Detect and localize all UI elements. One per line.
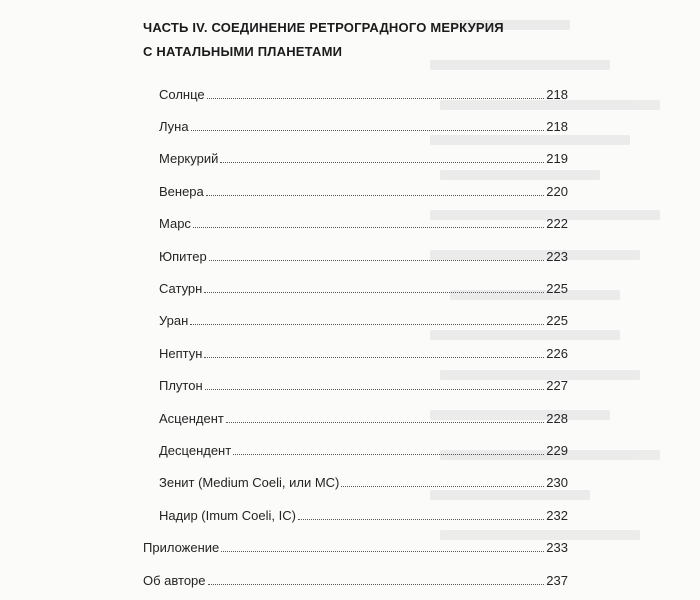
part-title-line-2: С НАТАЛЬНЫМИ ПЛАНЕТАМИ [143,44,343,59]
toc-entry-saturn[interactable] [143,272,568,304]
toc-entry-page: 233 [546,540,568,556]
toc-entry-label: Плутон [159,378,203,394]
toc-entry-page: 225 [546,313,568,329]
toc-entry-mercury[interactable] [143,143,568,175]
dot-leader [207,98,545,99]
part-title-line-1: ЧАСТЬ IV. СОЕДИНЕНИЕ РЕТРОГРАДНОГО МЕРКУРИЯ [143,20,504,35]
dot-leader [341,486,544,487]
toc-entry-page: 230 [546,475,568,491]
part-heading [143,16,568,64]
toc-entry-page: 219 [546,151,568,167]
toc-entry-label: Зенит (Medium Coeli, или MC) [159,475,340,491]
dot-leader [190,324,544,325]
dot-leader [220,162,544,163]
dot-leader [206,195,545,196]
toc-entry-nadir[interactable] [143,499,568,531]
toc-entry-moon[interactable] [143,110,568,142]
dot-leader [191,130,545,131]
toc-entry-label: Приложение [143,540,220,556]
dot-leader [204,357,544,358]
toc-entry-page: 232 [546,507,568,523]
toc-entry-page: 218 [546,86,568,102]
toc-entry-page: 220 [546,183,568,199]
dot-leader [205,389,545,390]
toc-entry-label: Надир (Imum Coeli, IC) [159,507,296,523]
toc-entry-neptune[interactable] [143,337,568,369]
dot-leader [204,292,544,293]
toc-entry-label: Юпитер [159,248,207,264]
toc-entry-zenith[interactable] [143,467,568,499]
dot-leader [193,227,544,228]
toc-entry-page: 227 [546,378,568,394]
toc-entry-page: 226 [546,345,568,361]
dot-leader [226,422,544,423]
dot-leader [233,454,544,455]
table-of-contents [143,16,568,596]
toc-entry-pluto[interactable] [143,370,568,402]
toc-entry-mars[interactable] [143,208,568,240]
toc-entry-label: Уран [159,313,189,329]
toc-entry-label: Солнце [159,86,205,102]
toc-entry-sun[interactable] [143,78,568,110]
toc-entry-label: Венера [159,183,204,199]
toc-entry-ascendant[interactable] [143,402,568,434]
dot-leader [208,584,545,585]
toc-entry-page: 223 [546,248,568,264]
toc-entry-label: Луна [159,119,189,135]
toc-entry-descendant[interactable] [143,434,568,466]
toc-entry-venus[interactable] [143,175,568,207]
toc-entry-appendix[interactable] [143,531,568,563]
toc-entry-label: Асцендент [159,410,224,426]
toc-entry-jupiter[interactable] [143,240,568,272]
toc-entry-label: Нептун [159,345,203,361]
toc-entry-label: Марс [159,216,191,232]
dot-leader [209,260,545,261]
toc-entry-page: 225 [546,281,568,297]
toc-entry-page: 228 [546,410,568,426]
dot-leader [221,551,544,552]
toc-entry-label: Меркурий [159,151,219,167]
toc-entry-label: Десцендент [159,442,232,458]
toc-entry-page: 218 [546,119,568,135]
toc-entries [143,78,568,596]
toc-entry-uranus[interactable] [143,305,568,337]
toc-entry-label: Сатурн [159,281,203,297]
toc-entry-label: Об авторе [143,572,206,588]
toc-entry-about-author[interactable] [143,564,568,596]
toc-entry-page: 237 [546,572,568,588]
toc-entry-page: 229 [546,442,568,458]
dot-leader [298,519,544,520]
toc-entry-page: 222 [546,216,568,232]
